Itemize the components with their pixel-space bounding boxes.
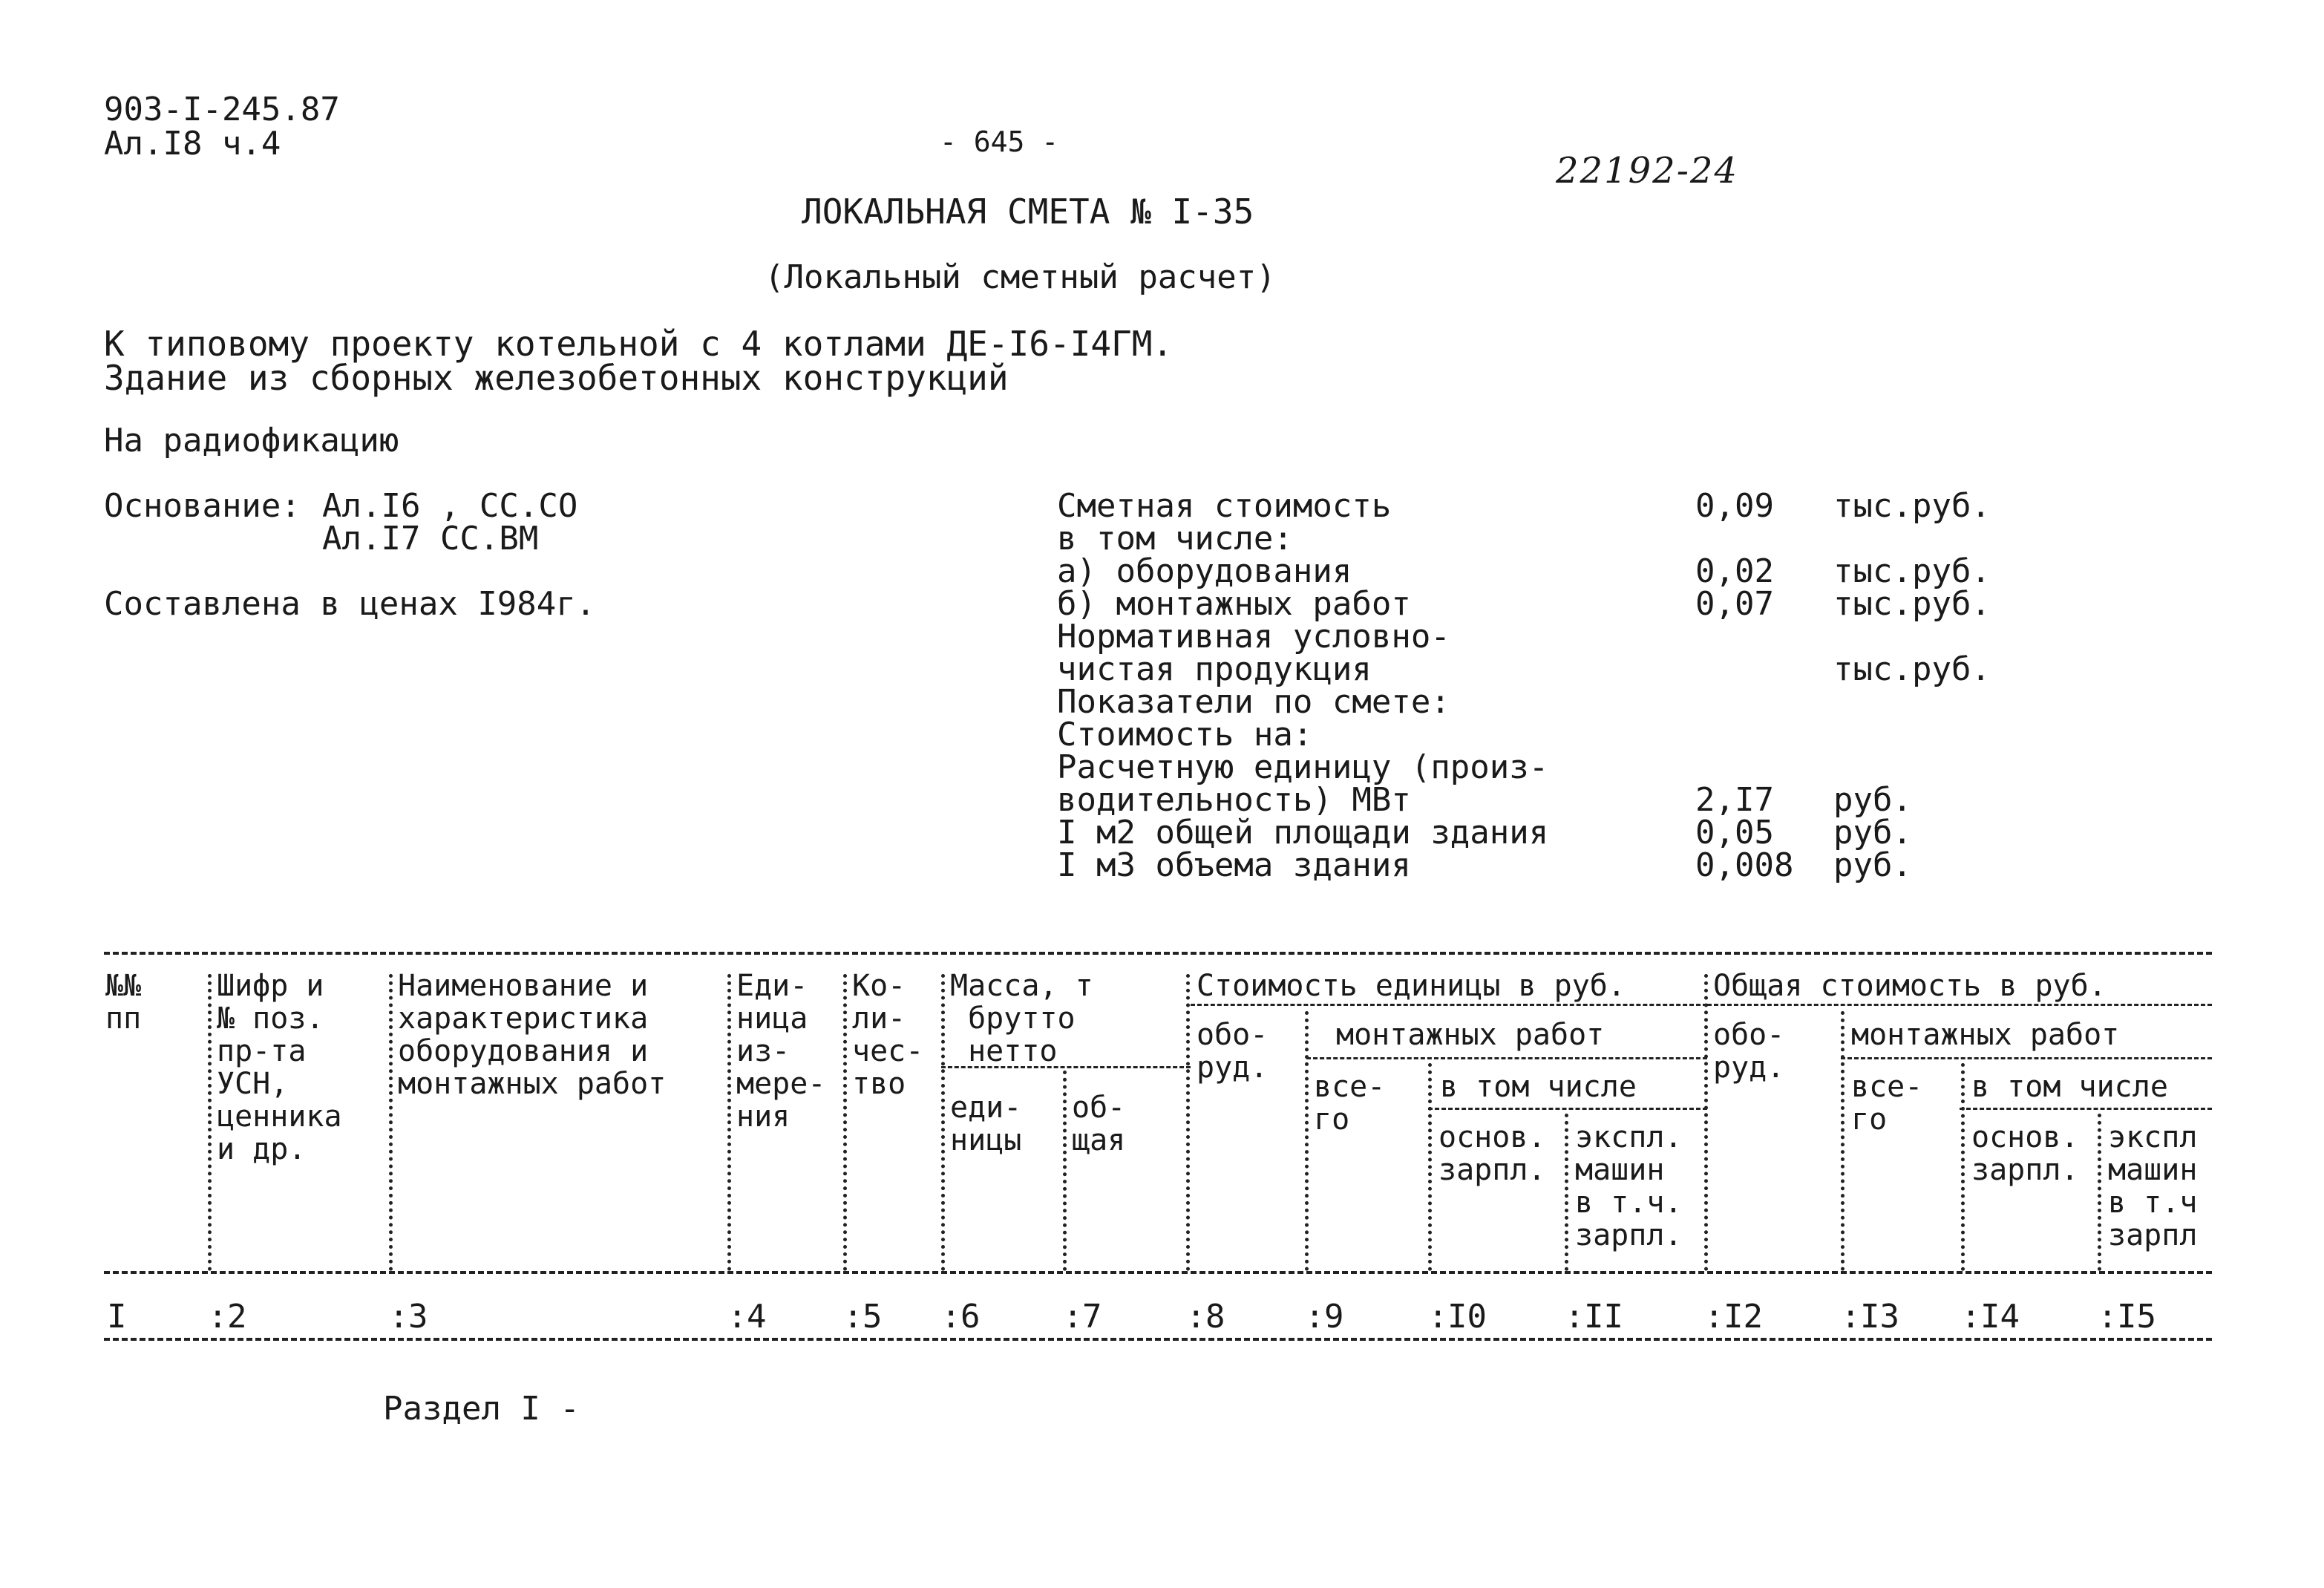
inventory-number: 22192-24: [1556, 150, 1738, 192]
column-number-sep: :: [727, 1298, 747, 1336]
column-number-sep: :: [941, 1298, 961, 1336]
summary-label: Нормативная условно-: [1057, 618, 1450, 656]
summary-unit: тыс.руб.: [1833, 487, 1991, 525]
column-number: I2: [1724, 1298, 1763, 1336]
total-cost-group-header: Общая стоимость в руб.: [1713, 969, 2107, 1003]
document-title: ЛОКАЛЬНАЯ СМЕТА № I-35: [802, 192, 1254, 232]
column-number-sep: :: [1704, 1298, 1724, 1336]
project-line-2: Здание из сборных железобетонных конструкций: [104, 358, 1009, 398]
price-basis: Составлена в ценах I984г.: [104, 585, 596, 623]
summary-label: I м3 объема здания: [1057, 846, 1411, 884]
column-number-sep: :: [1565, 1298, 1585, 1336]
column-number-sep: :: [1186, 1298, 1206, 1336]
column-separator: [208, 974, 212, 1271]
col-header-13: все- го: [1851, 1070, 1923, 1137]
summary-unit: тыс.руб.: [1833, 552, 1991, 590]
project-line-1: К типовому проекту котельной с 4 котлами ДЕ-I6-I4ГМ.: [104, 324, 1174, 364]
sheet-number: Ал.I8 ч.4: [104, 125, 281, 163]
column-number: I: [107, 1298, 127, 1336]
column-separator: [1841, 1011, 1845, 1271]
table-top-rule: [104, 952, 2212, 955]
document-code: 903-I-245.87: [104, 91, 340, 128]
column-number: I5: [2117, 1298, 2156, 1336]
column-number: II: [1584, 1298, 1623, 1336]
table-header-bottom-rule: [104, 1271, 2212, 1274]
column-number-sep: :: [2098, 1298, 2118, 1336]
col-header-12: обо- руд.: [1713, 1018, 1785, 1085]
column-separator: [1428, 1063, 1432, 1271]
column-number: 8: [1205, 1298, 1225, 1336]
column-number: I3: [1860, 1298, 1899, 1336]
column-number: I0: [1447, 1298, 1487, 1336]
summary-label: б) монтажных работ: [1057, 585, 1411, 623]
column-number-sep: :: [843, 1298, 863, 1336]
column-number: 5: [863, 1298, 883, 1336]
summary-label: Расчетную единицу (произ-: [1057, 748, 1549, 786]
section-heading: Раздел I -: [383, 1390, 580, 1428]
col-header-3: Наименование и характеристика оборудования и монтажных работ: [398, 969, 667, 1101]
summary-label: Стоимость на:: [1057, 716, 1313, 754]
column-separator: [1063, 1071, 1067, 1271]
basis-line-1: Ал.I6 , СС.СО: [322, 487, 578, 525]
col-header-14: основ. зарпл.: [1971, 1120, 2079, 1187]
col-header-1: №№ пп: [105, 969, 142, 1036]
unit-incl-rule: [1428, 1108, 1707, 1110]
column-separator: [727, 974, 731, 1271]
purpose-line: На радиофикацию: [104, 422, 399, 460]
total-mount-rule: [1841, 1057, 2212, 1059]
total-incl-rule: [1960, 1108, 2212, 1110]
col-header-5: Ко- ли- чес- тво: [852, 969, 924, 1101]
col-header-11: экспл. машин в т.ч. зарпл.: [1575, 1120, 1683, 1252]
col-header-15: экспл машин в т.ч зарпл: [2108, 1120, 2198, 1252]
column-separator: [2098, 1114, 2101, 1271]
column-separator: [1186, 974, 1190, 1271]
unit-incl-header: в том числе: [1440, 1070, 1637, 1104]
total-mount-header: монтажных работ: [1851, 1018, 2120, 1052]
column-number-sep: :: [389, 1298, 409, 1336]
column-number-sep: :: [1961, 1298, 1981, 1336]
column-separator: [843, 974, 847, 1271]
summary-label: водительность) МВт: [1057, 781, 1411, 819]
summary-value: 0,07: [1695, 585, 1774, 623]
column-number: 6: [960, 1298, 981, 1336]
unit-cost-group-rule: [1191, 1004, 1707, 1006]
summary-unit: руб.: [1833, 846, 1912, 884]
col-header-7: об- щая: [1072, 1091, 1126, 1157]
col-header-2: Шифр и № поз. пр-та УСН, ценника и др.: [217, 969, 342, 1166]
summary-label: чистая продукция: [1057, 650, 1372, 688]
column-separator: [941, 974, 945, 1271]
col-header-8: обо- руд.: [1197, 1018, 1269, 1085]
column-number-rule: [104, 1338, 2212, 1341]
column-number: 9: [1324, 1298, 1344, 1336]
page-number: - 645 -: [940, 125, 1059, 158]
summary-unit: руб.: [1833, 781, 1912, 819]
column-separator: [1704, 974, 1708, 1271]
column-number-sep: :: [1305, 1298, 1325, 1336]
summary-label: а) оборудования: [1057, 552, 1352, 590]
col-header-6: еди- ницы: [950, 1091, 1022, 1157]
summary-value: 0,008: [1695, 846, 1794, 884]
column-number: 2: [227, 1298, 247, 1336]
total-cost-group-rule: [1707, 1004, 2212, 1006]
unit-mount-rule: [1306, 1057, 1707, 1059]
unit-mount-header: монтажных работ: [1336, 1018, 1605, 1052]
summary-unit: руб.: [1833, 814, 1912, 852]
total-incl-header: в том числе: [1971, 1070, 2168, 1104]
basis-label: Основание:: [104, 487, 301, 525]
column-separator: [389, 974, 393, 1271]
summary-label: Сметная стоимость: [1057, 487, 1392, 525]
column-number: I4: [1980, 1298, 2020, 1336]
summary-label: Показатели по смете:: [1057, 683, 1450, 721]
column-separator: [1565, 1114, 1568, 1271]
summary-value: 2,I7: [1695, 781, 1774, 819]
summary-label: в том числе:: [1057, 520, 1293, 558]
column-number: 7: [1082, 1298, 1102, 1336]
col-header-4: Еди- ница из- мере- ния: [736, 969, 826, 1134]
column-number-sep: :: [1063, 1298, 1083, 1336]
column-number-sep: :: [1841, 1298, 1861, 1336]
unit-cost-group-header: Стоимость единицы в руб.: [1197, 969, 1626, 1003]
document-subtitle: (Локальный сметный расчет): [765, 258, 1276, 296]
mass-group-header: Масса, т брутто нетто: [950, 969, 1093, 1068]
summary-unit: тыс.руб.: [1833, 585, 1991, 623]
summary-unit: тыс.руб.: [1833, 650, 1991, 688]
col-header-9: все- го: [1314, 1070, 1386, 1137]
column-separator: [1961, 1063, 1965, 1271]
column-number: 4: [747, 1298, 767, 1336]
summary-value: 0,02: [1695, 552, 1774, 590]
basis-line-2: Ал.I7 СС.ВМ: [322, 520, 539, 558]
column-separator: [1305, 1011, 1309, 1271]
col-header-10: основ. зарпл.: [1438, 1120, 1546, 1187]
summary-value: 0,09: [1695, 487, 1774, 525]
column-number: 3: [408, 1298, 428, 1336]
summary-value: 0,05: [1695, 814, 1774, 852]
column-number-sep: :: [208, 1298, 228, 1336]
summary-label: I м2 общей площади здания: [1057, 814, 1549, 852]
column-number-sep: :: [1428, 1298, 1448, 1336]
